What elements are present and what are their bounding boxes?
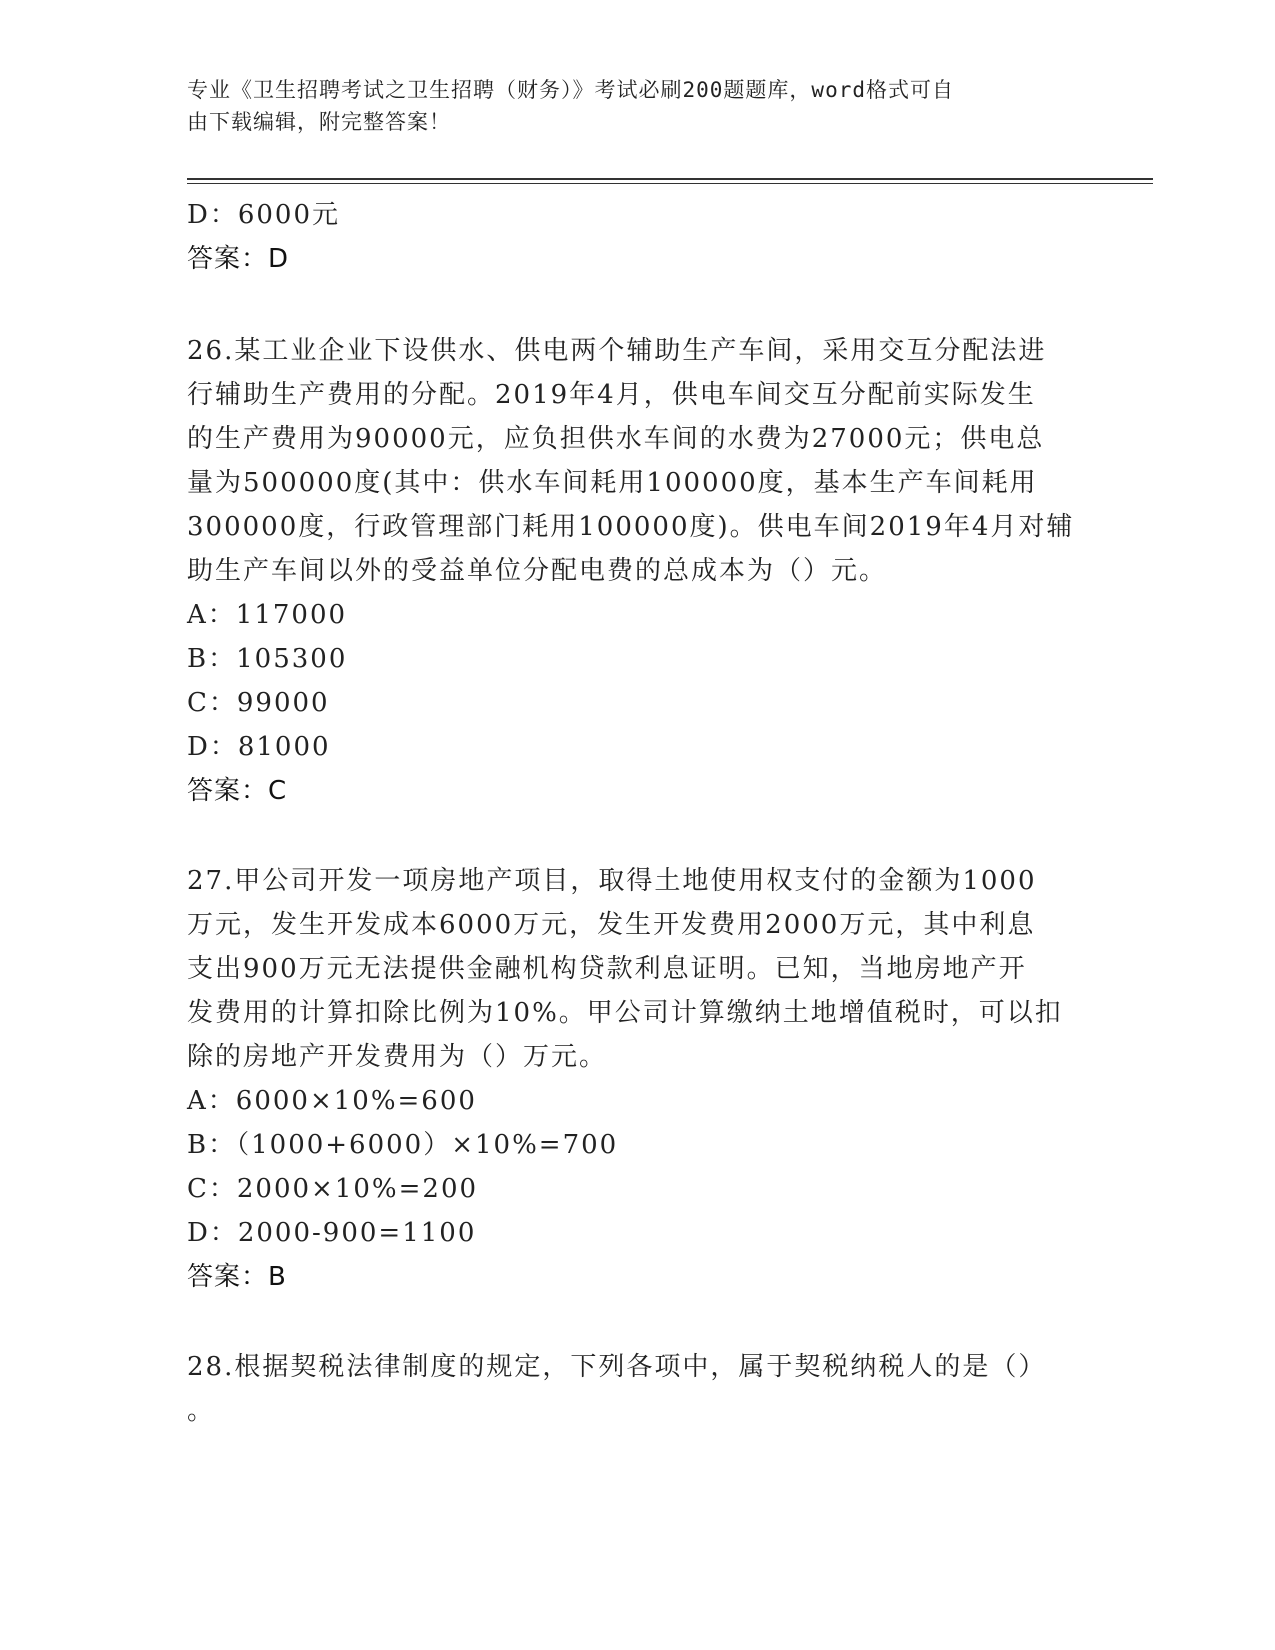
header-rule-thin <box>187 183 1153 184</box>
q26-line-4: 量为500000度(其中：供水车间耗用100000度，基本生产车间耗用 <box>187 468 1038 498</box>
q28-line-1: 28.根据契税法律制度的规定，下列各项中，属于契税纳税人的是（） <box>187 1352 1047 1382</box>
q26-answer: 答案：C <box>187 776 288 806</box>
q26-line-6: 助生产车间以外的受益单位分配电费的总成本为（）元。 <box>187 556 888 586</box>
header-line-1: 专业《卫生招聘考试之卫生招聘（财务）》考试必刷200题题库，word格式可自 <box>187 78 954 102</box>
document-header <box>187 74 1067 138</box>
q26-option-d: D：81000 <box>187 732 331 762</box>
q27-line-5: 除的房地产开发费用为（）万元。 <box>187 1042 608 1072</box>
header-line-2: 由下载编辑，附完整答案！ <box>187 110 451 134</box>
q26-line-1: 26.某工业企业下设供水、供电两个辅助生产车间，采用交互分配法进 <box>187 336 1047 366</box>
q26-option-b: B：105300 <box>187 644 348 674</box>
prev-answer: 答案：D <box>187 244 290 274</box>
q26-line-3: 的生产费用为90000元，应负担供水车间的水费为27000元；供电总 <box>187 424 1045 454</box>
q27-option-b: B：（1000+6000）×10%=700 <box>187 1130 619 1160</box>
q27-option-a: A：6000×10%=600 <box>187 1086 477 1116</box>
q26-option-c: C：99000 <box>187 688 330 718</box>
q26-line-2: 行辅助生产费用的分配。2019年4月，供电车间交互分配前实际发生 <box>187 380 1036 410</box>
q27-option-c: C：2000×10%=200 <box>187 1174 479 1204</box>
header-rule-thick <box>187 178 1153 180</box>
q27-line-1: 27.甲公司开发一项房地产项目，取得土地使用权支付的金额为1000 <box>187 866 1037 896</box>
q27-line-4: 发费用的计算扣除比例为10%。甲公司计算缴纳土地增值税时，可以扣 <box>187 998 1063 1028</box>
q26-line-5: 300000度，行政管理部门耗用100000度)。供电车间2019年4月对辅 <box>187 512 1075 542</box>
prev-option-d: D：6000元 <box>187 200 341 230</box>
q26-option-a: A：117000 <box>187 600 348 630</box>
q27-option-d: D：2000-900=1100 <box>187 1218 477 1248</box>
q28-line-2: 。 <box>187 1396 216 1426</box>
q27-line-2: 万元，发生开发成本6000万元，发生开发费用2000万元，其中利息 <box>187 910 1036 940</box>
q27-line-3: 支出900万元无法提供金融机构贷款利息证明。已知，当地房地产开 <box>187 954 1027 984</box>
q27-answer: 答案：B <box>187 1262 287 1292</box>
